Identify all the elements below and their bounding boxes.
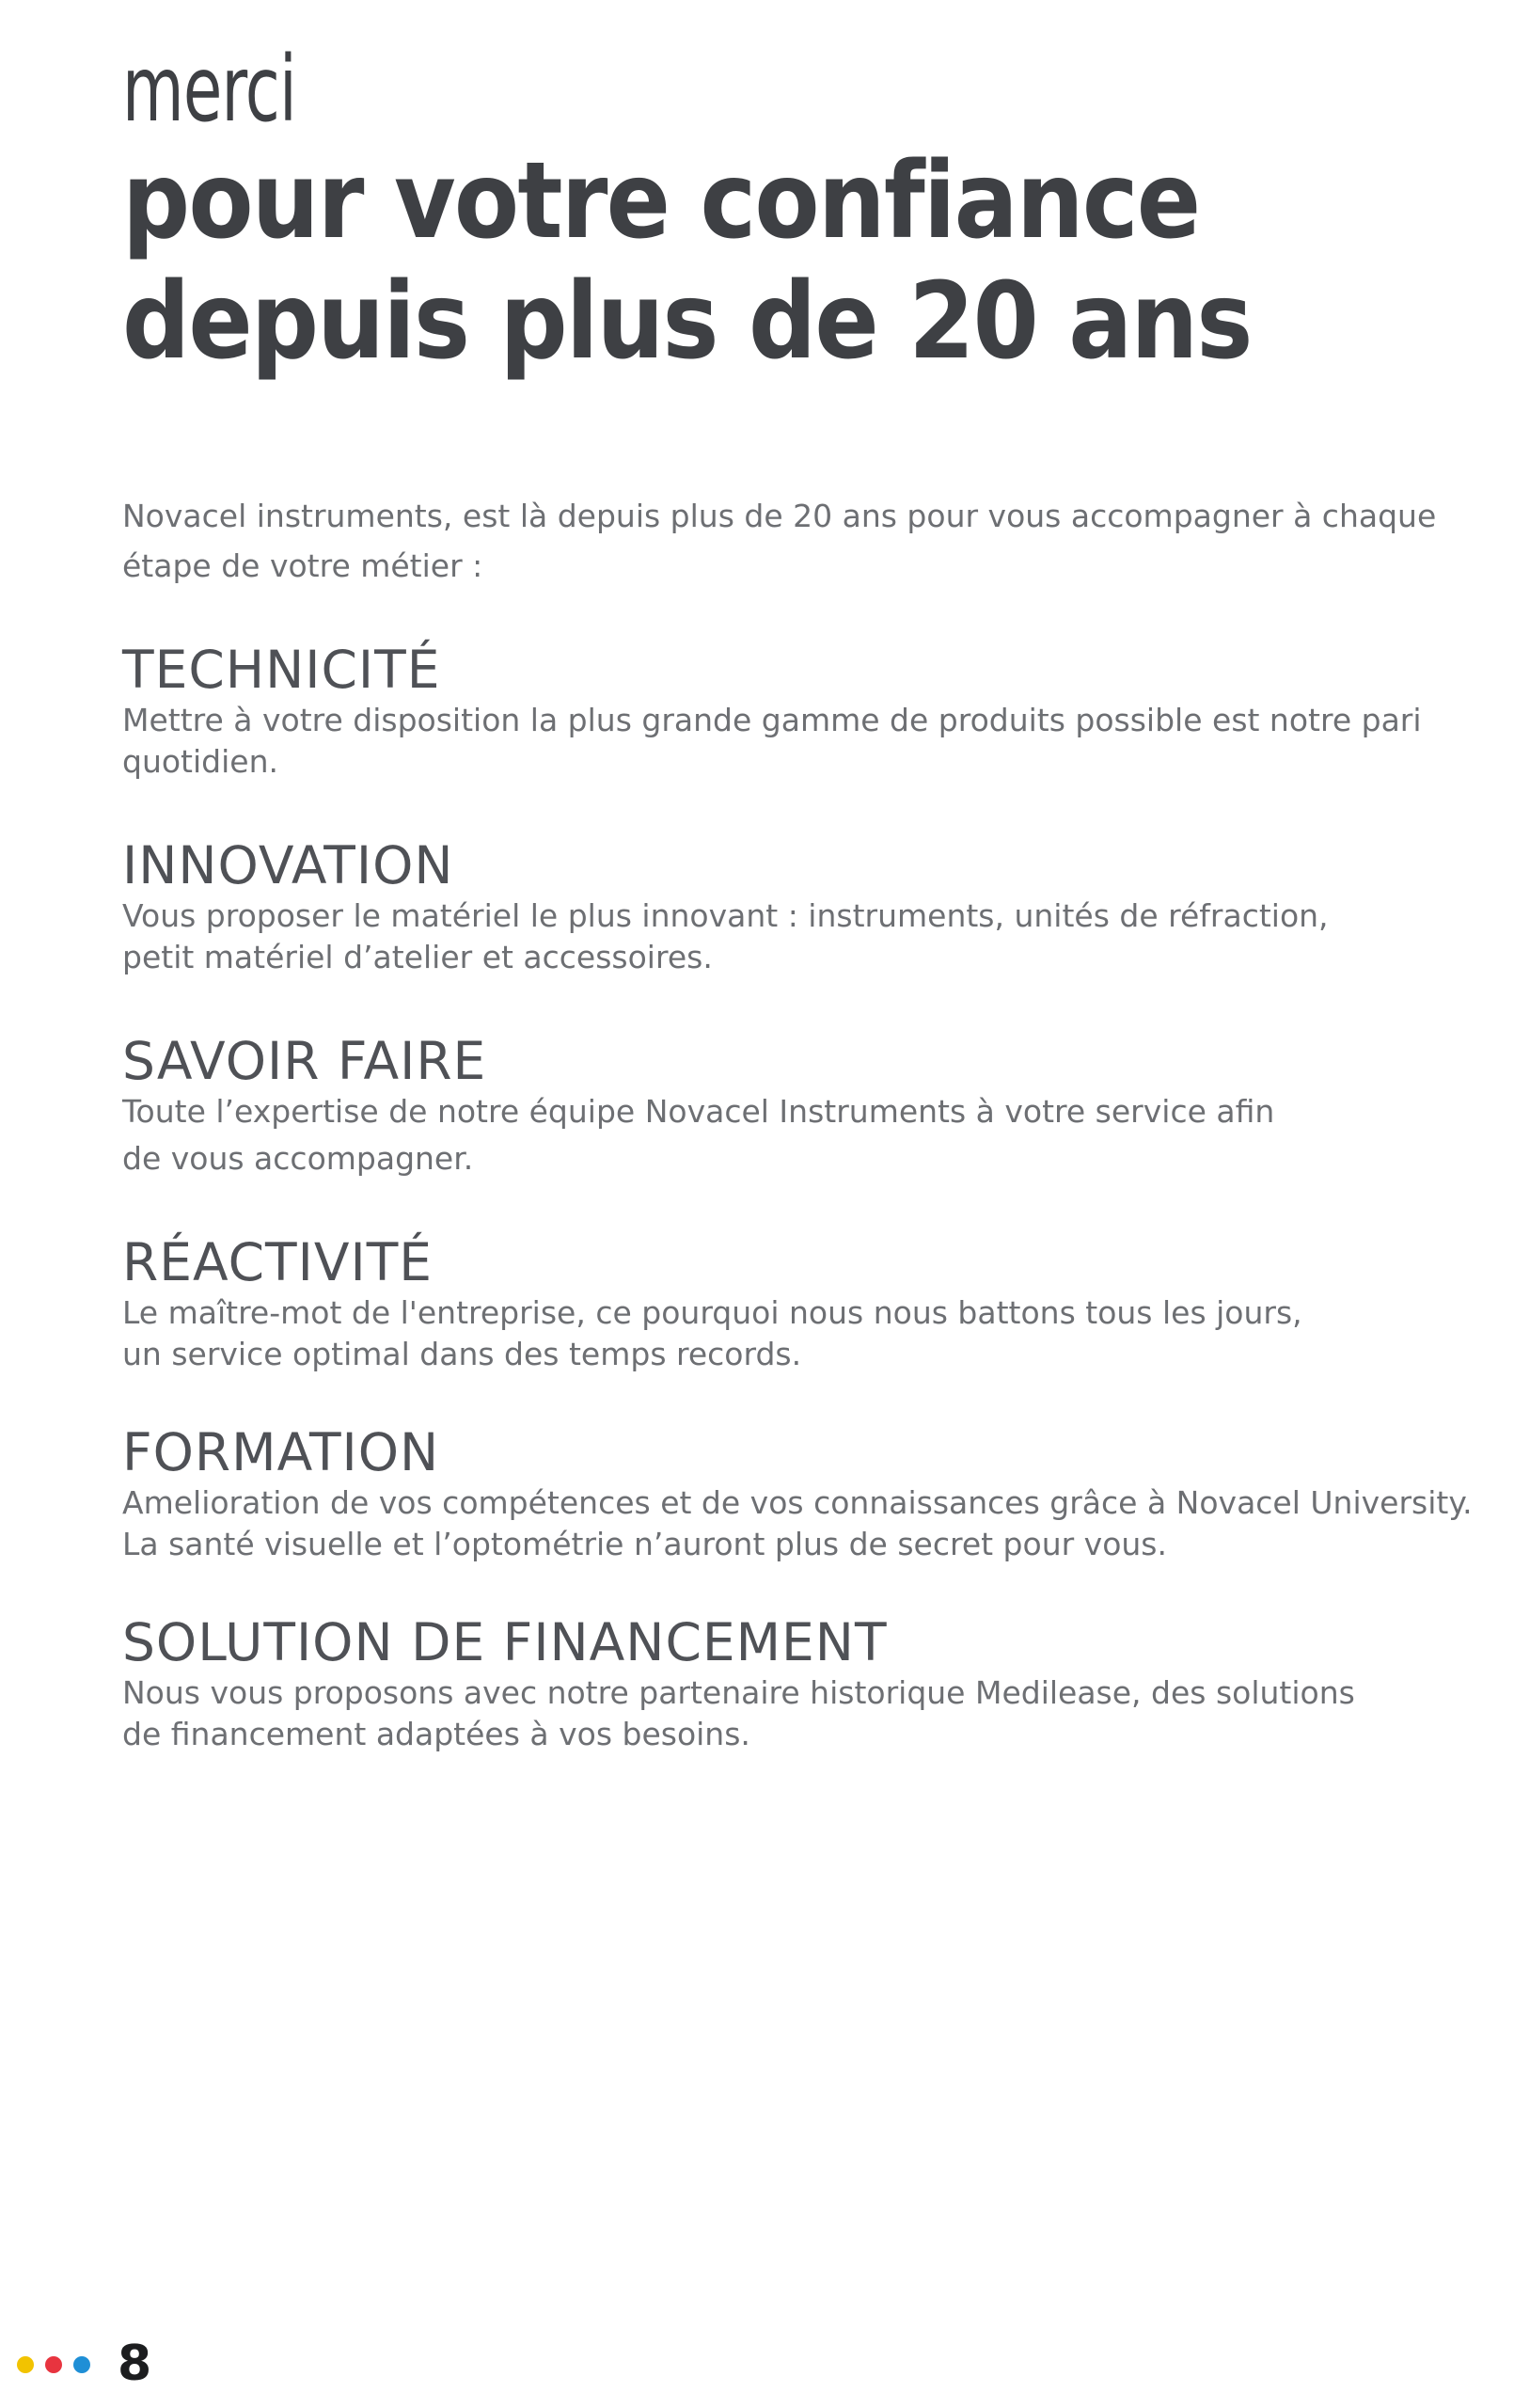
intro-paragraph: Novacel instruments, est là depuis plus de 20 ans pour vous accompagner à chaque étape de votre métier : [122, 498, 1437, 584]
section-savoir-faire [122, 1031, 1476, 1180]
section-heading: INNOVATION [122, 835, 454, 895]
section-text-line-2: de financement adaptées à vos besoins. [122, 1716, 750, 1752]
title-line-2: depuis plus de 20 ans [122, 261, 1252, 383]
section-text-line-2: quotidien. [122, 743, 278, 780]
section-text-line-1: Vous proposer le matériel le plus innovant : instruments, unités de réfraction, [122, 897, 1329, 934]
red-dot-icon [45, 2356, 62, 2373]
section-text-line-1: Mettre à votre disposition la plus grande gamme de produits possible est notre pari [122, 702, 1422, 738]
page-header [122, 38, 1439, 382]
section-text-line-1: Le maître-mot de l'entreprise, ce pourquoi nous nous battons tous les jours, [122, 1294, 1302, 1331]
blue-dot-icon [73, 2356, 90, 2373]
title-merci: merci [122, 37, 296, 142]
section-solution-financement [122, 1612, 1476, 1755]
section-text-line-1: Amelioration de vos compétences et de vos connaissances grâce à Novacel University. [122, 1484, 1473, 1521]
section-heading: TECHNICITÉ [122, 640, 441, 700]
title-line-1: pour votre confiance [122, 140, 1200, 262]
section-heading: SOLUTION DE FINANCEMENT [122, 1612, 888, 1672]
section-reactivite [122, 1232, 1476, 1375]
section-text-line-2: petit matériel d’atelier et accessoires. [122, 939, 713, 975]
section-text-line-2: de vous accompagner. [122, 1140, 474, 1177]
section-formation [122, 1422, 1476, 1565]
page-number: 8 [118, 2336, 152, 2392]
section-technicite [122, 640, 1476, 783]
section-text-line-1: Toute l’expertise de notre équipe Novacel Instruments à votre service afin [122, 1093, 1275, 1130]
section-heading: FORMATION [122, 1422, 440, 1482]
section-text-line-1: Nous vous proposons avec notre partenaire historique Medilease, des solutions [122, 1674, 1355, 1711]
yellow-dot-icon [17, 2356, 34, 2373]
section-heading: SAVOIR FAIRE [122, 1031, 487, 1091]
section-text-line-2: La santé visuelle et l’optométrie n’auront plus de secret pour vous. [122, 1526, 1167, 1562]
section-innovation [122, 835, 1476, 978]
section-heading: RÉACTIVITÉ [122, 1232, 434, 1292]
section-text-line-2: un service optimal dans des temps records. [122, 1336, 802, 1372]
